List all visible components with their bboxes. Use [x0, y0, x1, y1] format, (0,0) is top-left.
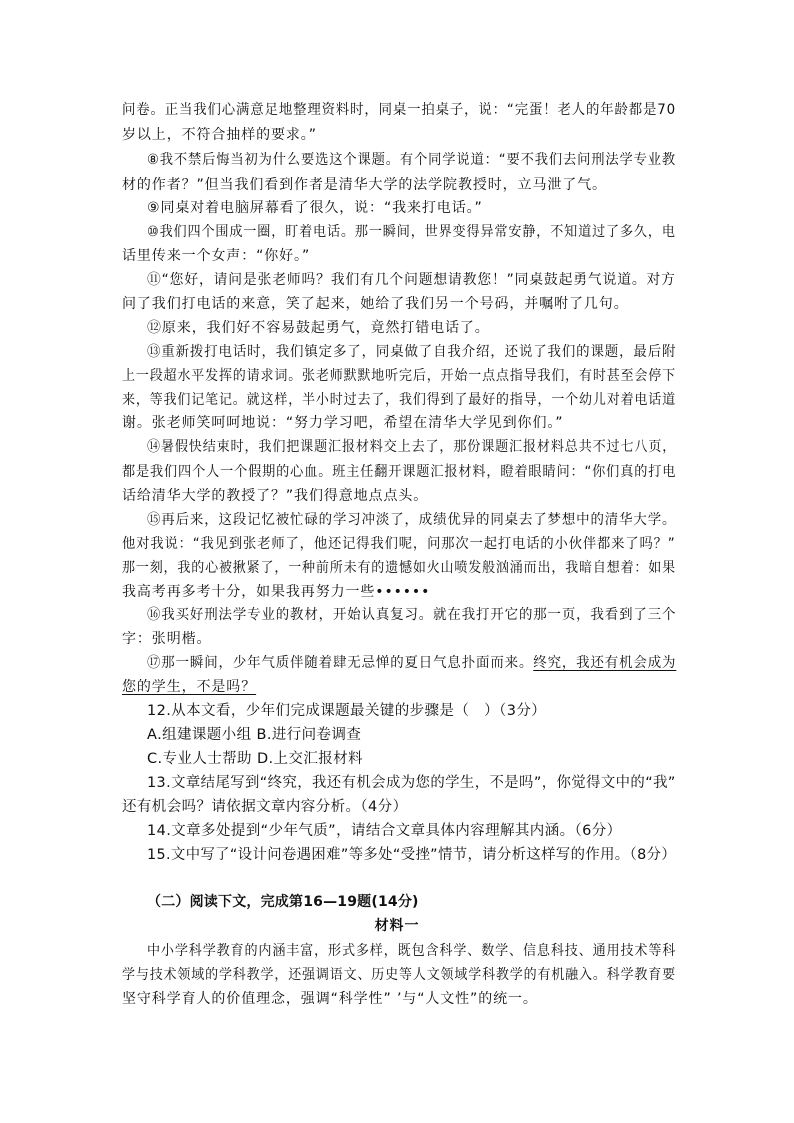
question-15: 15.文中写了“设计问卷遇困难”等多处“受挫”情节，请分析这样写的作用。（8分）: [147, 847, 677, 863]
material-title: 材料一: [374, 918, 420, 934]
article-line: ⑭暑假快结束时，我们把课题汇报材料交上去了，那份课题汇报材料总共不过七八页，: [147, 439, 677, 455]
article-line: 话里传来一个女声：“你好。”: [122, 248, 311, 264]
article-line: 他对我说：“我见到张老师了，他还记得我们呢，问那次一起打电话的小伙伴都来了吗？”: [122, 536, 676, 552]
article-line: ⑮再后来，这段记忆被忙碌的学习冲淡了，成绩优异的同桌去了梦想中的清华大学。: [147, 512, 677, 528]
article-line: ⑧我不禁后悔当初为什么要选这个课题。有个同学说道：“要不我们去问刑法学专业教: [147, 152, 676, 168]
question-12-options-ab: A.组建课题小组 B.进行问卷调查: [147, 727, 362, 743]
article-line: 话给清华大学的教授了？”我们得意地点点头。: [122, 488, 429, 504]
article-line: 来，等我们记笔记。就这样，半小时过去了，我们得到了最好的指导，一个幼儿对着电话道: [122, 392, 676, 408]
article-line: ⑫原来，我们好不容易鼓起勇气，竟然打错电话了。: [147, 320, 490, 336]
article-line: [147, 654, 676, 672]
material-line: 中小学科学教育的内涵丰富，形式多样，既包含科学、数学、信息科技、通用技术等科: [147, 943, 677, 959]
question-12: 12.从本文看，少年们完成课题最关键的步骤是（ ）（3分）: [147, 703, 547, 719]
question-12-options-cd: C.专业人士帮助 D.上交汇报材料: [147, 751, 363, 767]
article-line: 上一段超水平发挥的请求词。张老师默默地听完后，开始一点点指导我们，有时甚至会停下: [122, 368, 676, 384]
material-line: 坚守科学育人的价值理念，强调“科学性” ’与“人文性”的统一。: [122, 991, 538, 1007]
question-14: 14.文章多处提到“少年气质”，请结合文章具体内容理解其内涵。（6分）: [147, 823, 622, 839]
article-line: ⑨同桌对着电脑屏幕看了很久，说：“我来打电话。”: [147, 200, 483, 216]
article-line: 材的作者？”但当我们看到作者是清华大学的法学院教授时，立马泄了气。: [122, 177, 607, 193]
underlined-sentence: 终究，我还有机会成为: [533, 655, 677, 671]
article-line: ⑬重新拨打电话时，我们镇定多了，同桌做了自我介绍，还说了我们的课题，最后附: [147, 344, 677, 360]
question-13: 13.文章结尾写到“终究，我还有机会成为您的学生，不是吗”，你觉得文中的“我”: [147, 775, 676, 791]
article-line: 问卷。正当我们心满意足地整理资料时，同桌一拍桌子，说：“完蛋！老人的年龄都是70: [122, 102, 677, 118]
article-line: ⑩我们四个围成一圈，盯着电话。那一瞬间，世界变得异常安静，不知道过了多久，电: [147, 224, 676, 240]
article-line: 字：张明楷。: [122, 631, 212, 647]
material-line: 学与技术领域的学科教学，还强调语文、历史等人文领域学科教学的有机融入。科学教育要: [122, 967, 676, 983]
article-line: 那一刻，我的心被揪紧了，一种前所未有的遗憾如火山喷发般汹涌而出，我暗自想着：如果: [122, 560, 676, 576]
section-heading: （二）阅读下文，完成第16—19题(14分): [147, 894, 419, 910]
article-line-text: ⑰那一瞬间，少年气质伴随着肆无忌惮的夏日气息扑面而来。: [147, 655, 534, 671]
article-line: 我高考再多考十分，如果我再努力一些••••••: [122, 584, 431, 600]
article-line: 问了我们打电话的来意，笑了起来，她给了我们另一个号码，并嘱咐了几句。: [122, 296, 629, 312]
article-line: ⑪“您好，请问是张老师吗？我们有几个问题想请教您！”同桌鼓起勇气说道。对方: [147, 272, 676, 288]
question-13-continued: 还有机会吗？请依据文章内容分析。（4分）: [122, 799, 408, 815]
article-line: ⑯我买好刑法学专业的教材，开始认真复习。就在我打开它的那一页，我看到了三个: [147, 607, 677, 623]
article-line: 都是我们四个人一个假期的心血。班主任翻开课题汇报材料，瞪着眼睛问：“你们真的打电: [122, 464, 677, 480]
underlined-sentence-end: 您的学生，不是吗？: [122, 679, 257, 695]
article-line: 谢。张老师笑呵呵地说：“努力学习吧，希望在清华大学见到你们。”: [122, 415, 564, 431]
article-line: 岁以上，不符合抽样的要求。”: [122, 127, 317, 143]
